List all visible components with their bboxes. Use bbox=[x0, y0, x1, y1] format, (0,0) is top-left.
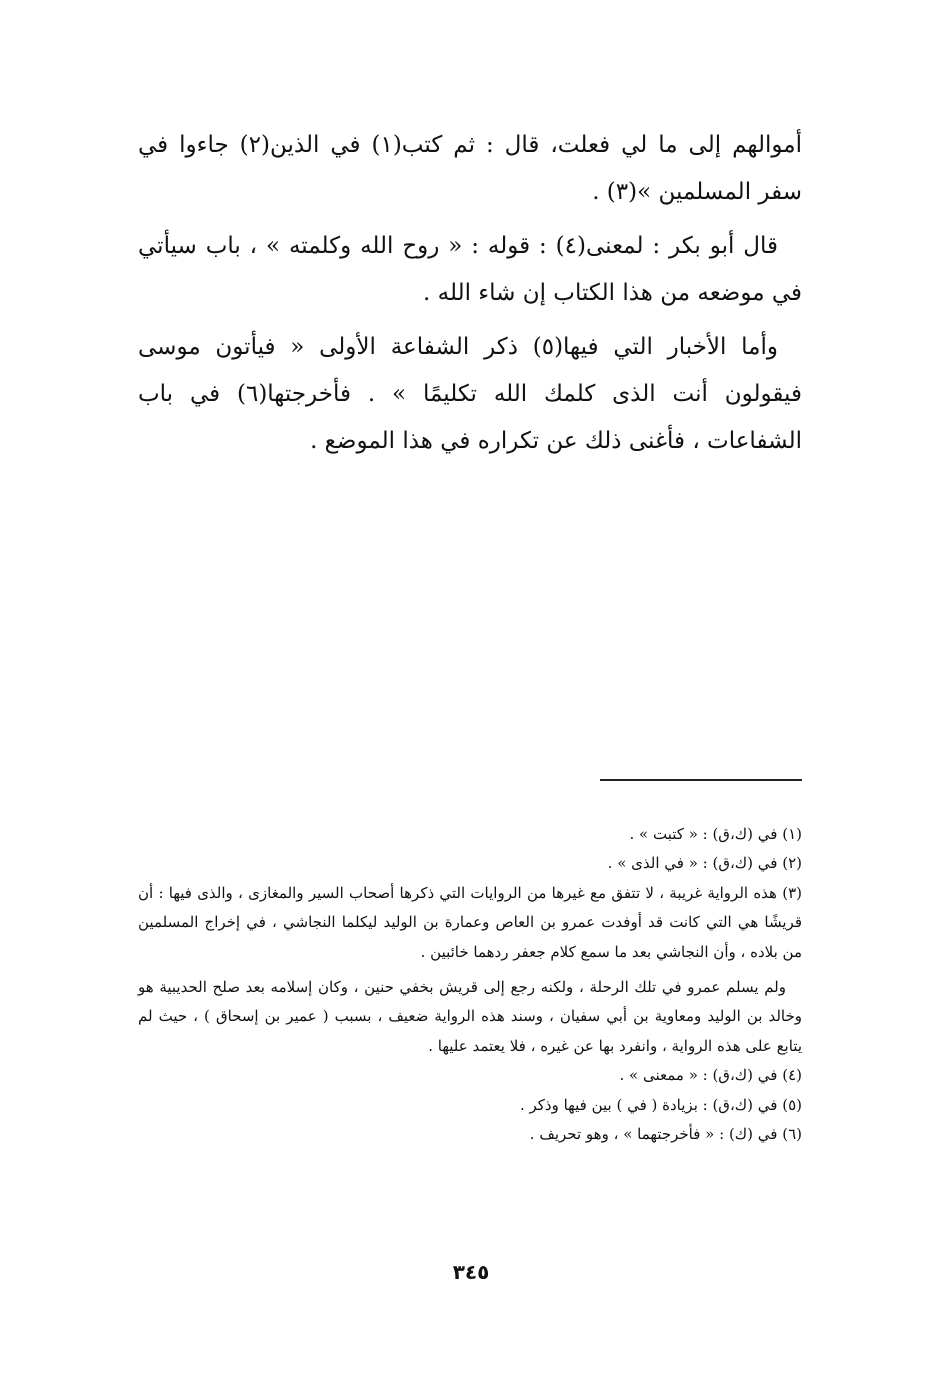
main-text-block bbox=[138, 122, 802, 472]
main-paragraph-3: وأما الأخبار التي فيها(٥) ذكر الشفاعة الأولى « فيأتون موسى فيقولون أنت الذى كلمك الله تكليمًا » . فأخرجتها(٦) في باب الشفاعات ، فأغنى ذلك عن تكراره في هذا الموضع . bbox=[138, 334, 802, 454]
footnote-3: (٣) هذه الرواية غريبة ، لا تتفق مع غيرها من الروايات التي ذكرها أصحاب السير والمغازى ، والذى فيها : أن قريشًا هي التي كانت قد أوفدت عمرو بن العاص وعمارة بن الوليد ليكلما النجاشي ، في إخراج المسلمين من بلاده ، وأن النجاشي بعد ما سمع كلام جعفر ردهما خائبين . bbox=[138, 883, 802, 961]
main-paragraph-2: قال أبو بكر : لمعنى(٤) : قوله : « روح الله وكلمته » ، باب سيأتي في موضعه من هذا الكتاب إن شاء الله . bbox=[138, 233, 802, 306]
page-number: ٣٤٥ bbox=[452, 1260, 490, 1284]
main-paragraph-1: أموالهم إلى ما لي فعلت، قال : ثم كتب(١) في الذين(٢) جاءوا في سفر المسلمين »(٣) . bbox=[138, 132, 802, 205]
footnote-3-continuation: ولم يسلم عمرو في تلك الرحلة ، ولكنه رجع إلى قريش بخفي حنين ، وكان إسلامه بعد صلح الحديبية هو وخالد بن الوليد ومعاوية بن أبي سفيان ، وسند هذه الرواية ضعيف ، بسبب ( عمير بن إسحاق ) ، حيث لم يتابع على هذه الرواية ، وانفرد بها عن غيره ، فلا يعتمد عليها . bbox=[138, 978, 802, 1055]
footnotes-block bbox=[138, 820, 802, 1149]
footnote-divider bbox=[600, 779, 802, 781]
footnote-1: (١) في (ك،ق) : « كتبت » . bbox=[629, 825, 802, 843]
footnote-4: (٤) في (ك،ق) : « ممعنى » . bbox=[619, 1066, 802, 1085]
footnote-5: (٥) في (ك،ق) : بزيادة ( في ) بين فيها وذكر . bbox=[519, 1095, 802, 1114]
footnote-6: (٦) في (ك) : « فأخرجتهما » ، وهو تحريف . bbox=[529, 1125, 802, 1144]
footnote-2: (٢) في (ك،ق) : « في الذى » . bbox=[607, 854, 802, 873]
